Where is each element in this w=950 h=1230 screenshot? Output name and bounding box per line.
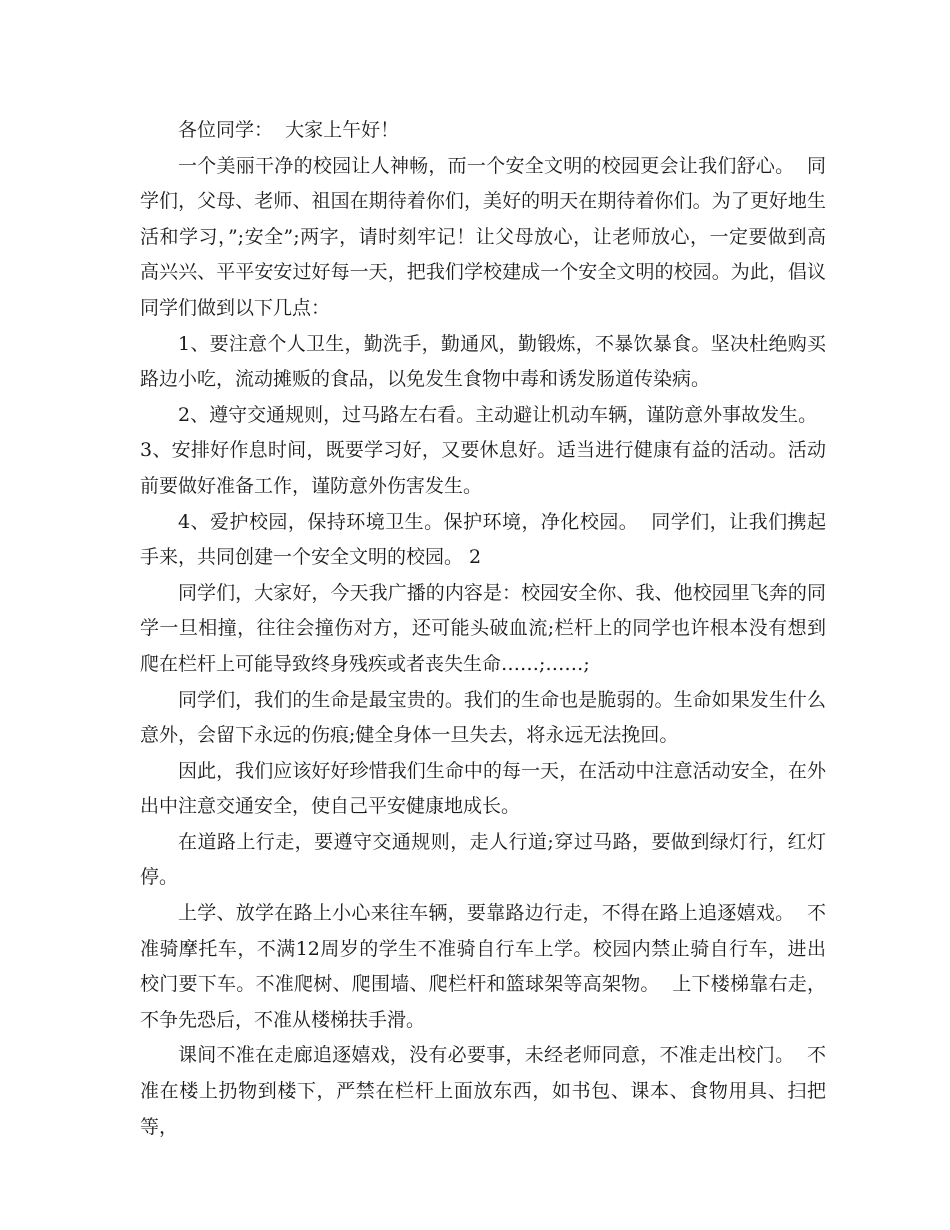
point-3-paragraph: 3、安排好作息时间，既要学习好，又要休息好。适当进行健康有益的活动。活动前要做好准备工作，谨防意外伤害发生。: [140, 439, 826, 497]
intro-paragraph: 一个美丽干净的校园让人神畅，而一个安全文明的校园更会让我们舒心。 同学们，父母、老师、祖国在期待着你们，美好的明天在期待着你们。为了更好地生活和学习，”;安全”;两字，请时刻牢记！让父母放心，让老师放心，一定要做到高高兴兴、平平安安过好每一天，把我们学校建成一个安全文明的校园。为此，倡议同学们做到以下几点：: [140, 154, 826, 319]
cherish-paragraph: 因此，我们应该好好珍惜我们生命中的每一天，在活动中注意活动安全，在外出中注意交通安全，使自己平安健康地成长。: [140, 759, 826, 818]
point-2-paragraph: 2、遵守交通规则，过马路左右看。主动避让机动车辆，谨防意外事故发生。: [178, 403, 818, 426]
school-commute-paragraph: 上学、放学在路上小心来往车辆，要靠路边行走，不得在路上追逐嬉戏。 不准骑摩托车，不满12周岁的学生不准骑自行车上学。校园内禁止骑自行车，进出校门要下车。不准爬树、爬围墙、爬栏杆和篮球架等高架物。 上下楼梯靠右走，不争先恐后，不准从楼梯扶手滑。: [140, 902, 826, 1031]
broadcast-paragraph: 同学们，大家好，今天我广播的内容是：校园安全你、我、他校园里飞奔的同学一旦相撞，往往会撞伤对方，还可能头破血流;栏杆上的同学也许根本没有想到爬在栏杆上可能导致终身残疾或者丧失生命……;……;: [140, 581, 826, 675]
recess-paragraph: 课间不准在走廊追逐嬉戏，没有必要事，未经老师同意，不准走出校门。 不准在楼上扔物到楼下，严禁在栏杆上面放东西，如书包、课本、食物用具、扫把等，: [140, 1044, 826, 1138]
point-1-paragraph: 1、要注意个人卫生，勤洗手，勤通风，勤锻炼，不暴饮暴食。坚决杜绝购买路边小吃，流动摊贩的食品，以免发生食物中毒和诱发肠道传染病。: [140, 332, 826, 391]
life-paragraph: 同学们，我们的生命是最宝贵的。我们的生命也是脆弱的。生命如果发生什么意外，会留下永远的伤痕;健全身体一旦失去，将永远无法挽回。: [140, 688, 826, 747]
point-4-paragraph: 4、爱护校园，保持环境卫生。保护环境，净化校园。 同学们，让我们携起手来，共同创建一个安全文明的校园。 2: [140, 510, 826, 569]
greeting-paragraph: 各位同学： 大家上午好！: [178, 119, 400, 141]
road-paragraph: 在道路上行走，要遵守交通规则，走人行道;穿过马路，要做到绿灯行，红灯停。: [140, 830, 826, 889]
document-body: [140, 113, 826, 1145]
